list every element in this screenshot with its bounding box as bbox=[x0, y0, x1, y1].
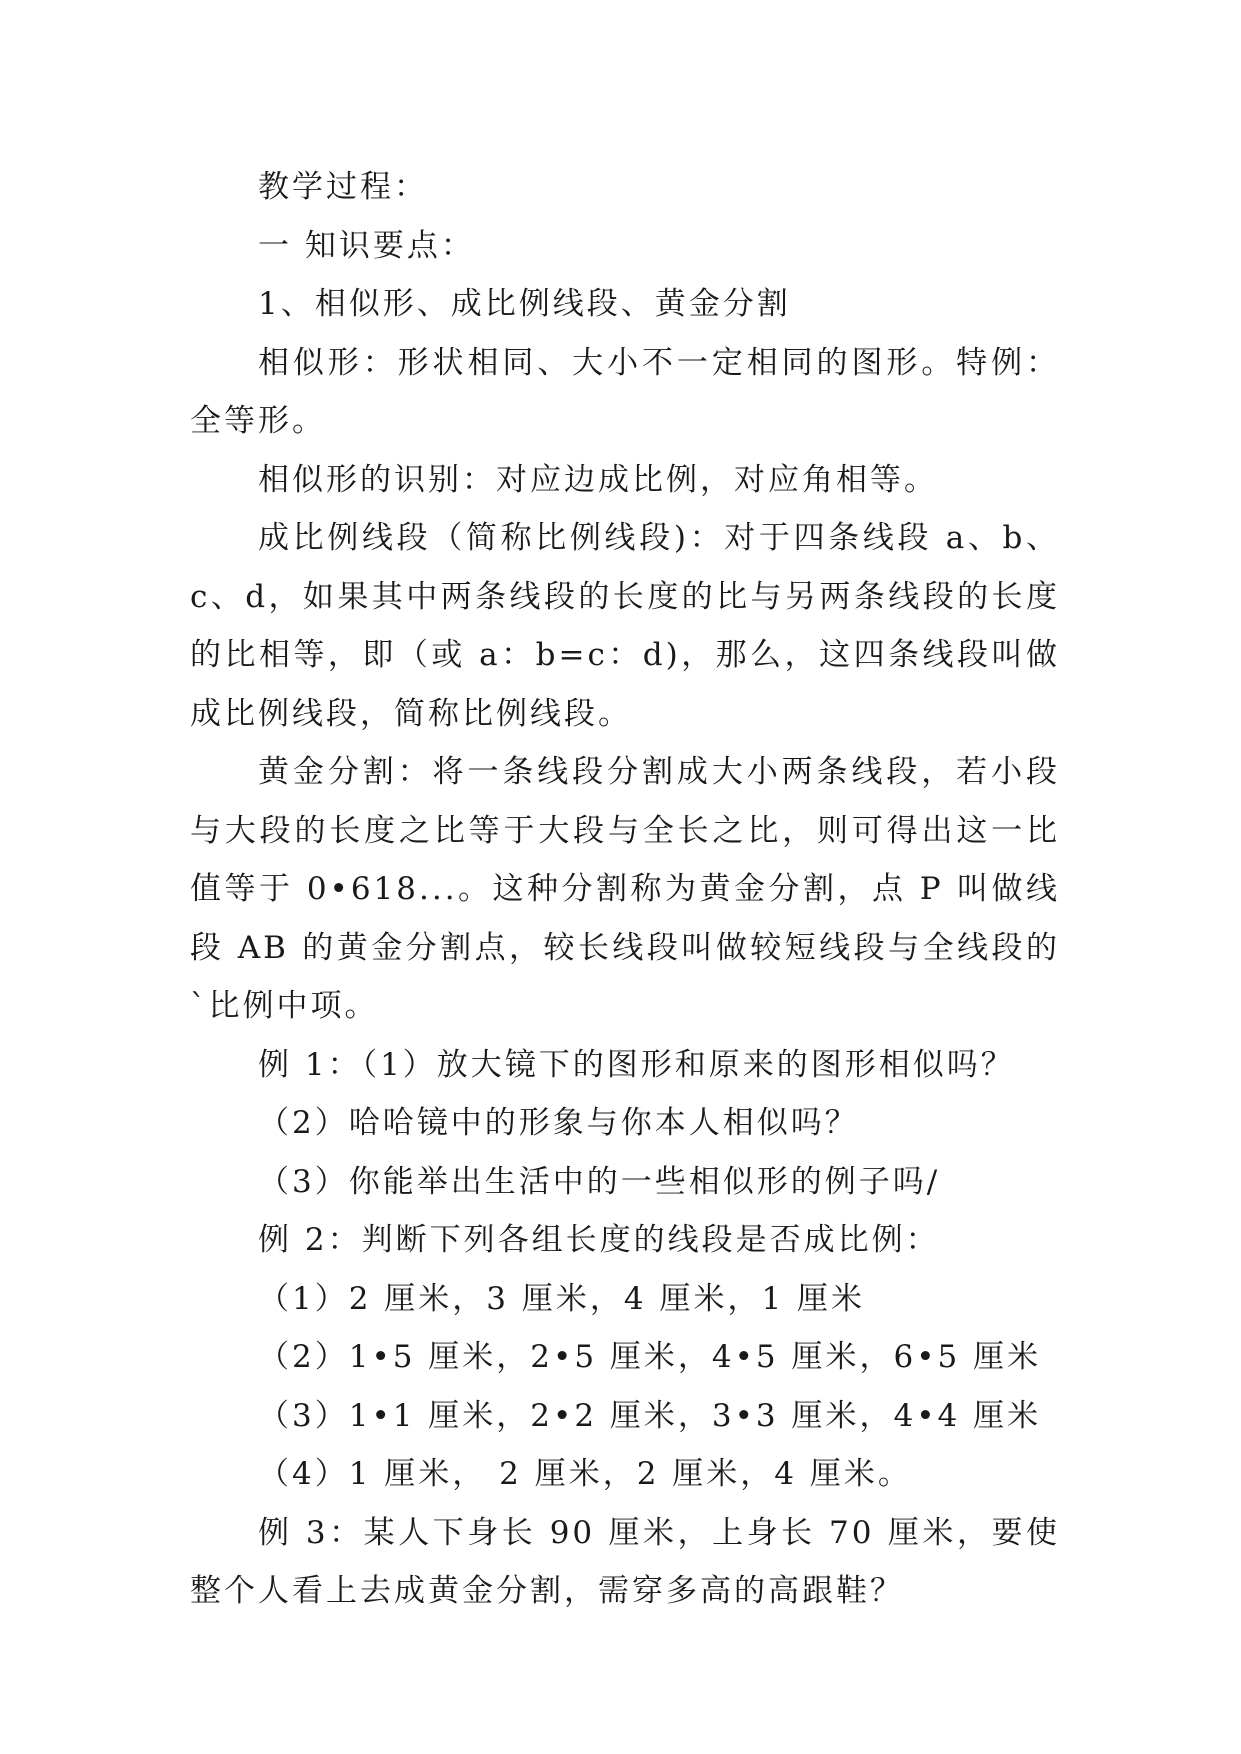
definition-proportional-segments: 成比例线段（简称比例线段)：对于四条线段 a、b、c、d，如果其中两条线段的长度的比与另两条线段的长度的比相等，即（或 a：b=c：d)，那么，这四条线段叫做成比例线段，简称比例线段。 bbox=[190, 520, 1060, 732]
example-2-item-3: （3）1•1 厘米，2•2 厘米，3•3 厘米，4•4 厘米 bbox=[258, 1397, 1042, 1434]
document-body bbox=[190, 158, 1060, 1621]
example-2-item-4: （4）1 厘米， 2 厘米，2 厘米，4 厘米。 bbox=[258, 1456, 912, 1492]
example-1-question-3: （3）你能举出生活中的一些相似形的例子吗/ bbox=[258, 1163, 941, 1200]
example-1-question-1: 例 1：（1）放大镜下的图形和原来的图形相似吗？ bbox=[258, 1046, 1015, 1083]
example-1-question-2: （2）哈哈镜中的形象与你本人相似吗？ bbox=[258, 1105, 859, 1141]
subsection-heading: 一 知识要点： bbox=[258, 227, 475, 264]
example-2-prompt: 例 2：判断下列各组长度的线段是否成比例： bbox=[258, 1222, 940, 1258]
section-heading: 教学过程： bbox=[258, 169, 428, 205]
example-2-item-2: （2）1•5 厘米，2•5 厘米，4•5 厘米，6•5 厘米 bbox=[258, 1339, 1042, 1375]
definition-similar-figures: 相似形：形状相同、大小不一定相同的图形。特例：全等形。 bbox=[190, 344, 1060, 439]
example-2-item-1: （1）2 厘米，3 厘米，4 厘米，1 厘米 bbox=[258, 1280, 866, 1317]
definition-golden-section: 黄金分割：将一条线段分割成大小两条线段，若小段与大段的长度之比等于大段与全长之比，则可得出这一比值等于 0•618...。这种分割称为黄金分割，点 P 叫做线段 AB 的黄金分割点，较长线段叫做较短线段与全线段的`比例中项。 bbox=[190, 754, 1060, 1024]
similar-figures-identification: 相似形的识别：对应边成比例，对应角相等。 bbox=[258, 461, 938, 498]
topic-heading: 1、相似形、成比例线段、黄金分割 bbox=[258, 286, 791, 322]
example-3-question: 例 3：某人下身长 90 厘米，上身长 70 厘米，要使整个人看上去成黄金分割，需穿多高的高跟鞋？ bbox=[190, 1514, 1060, 1609]
